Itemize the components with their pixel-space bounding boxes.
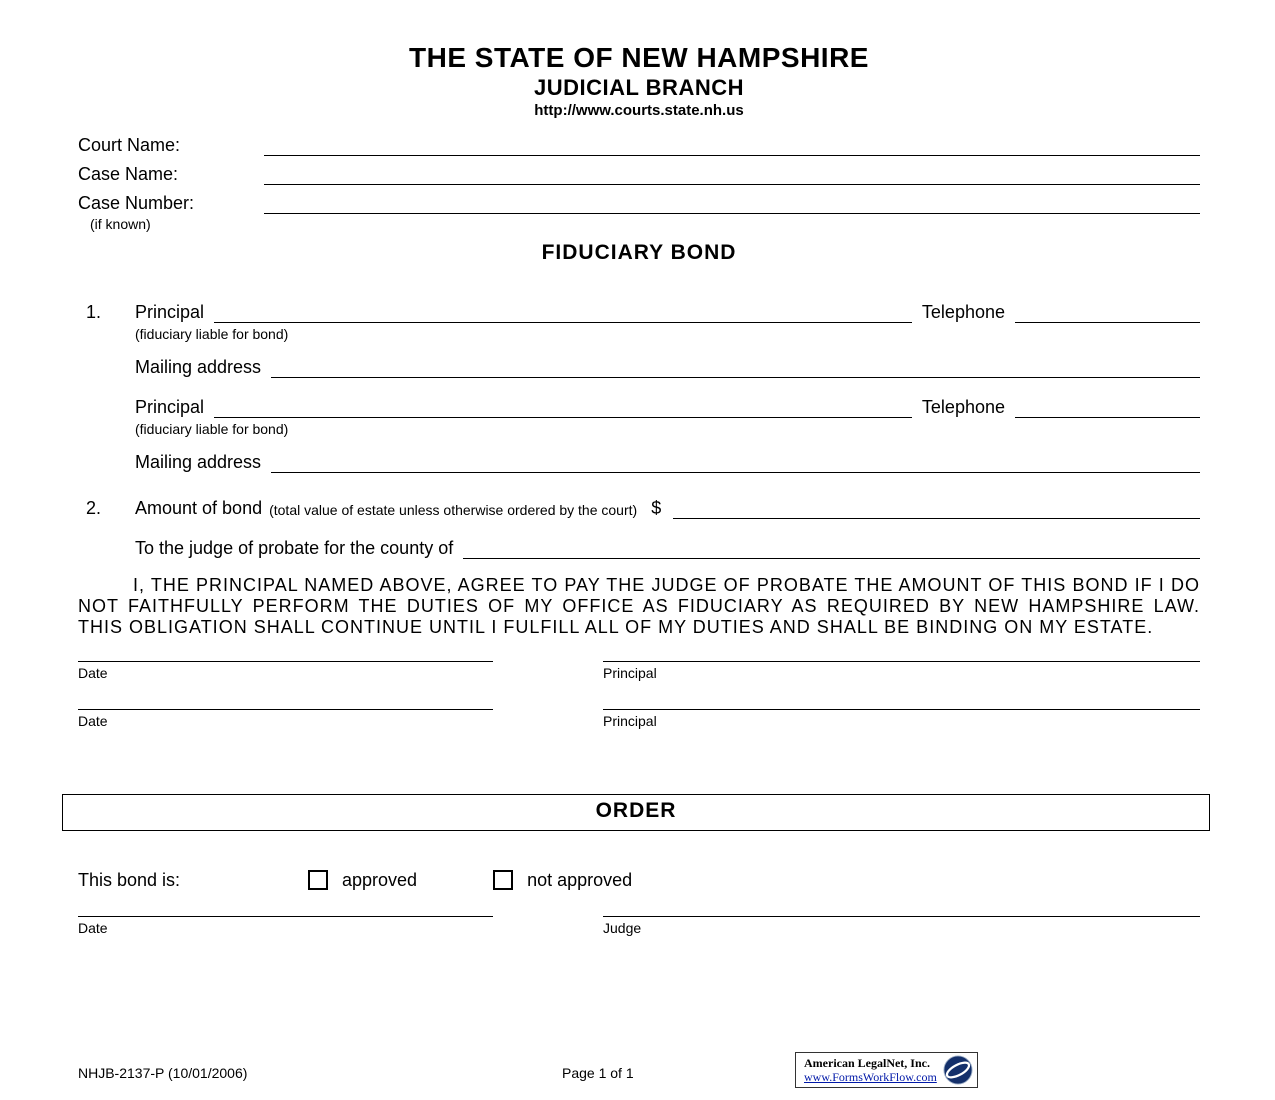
principal-signature-line-2[interactable] bbox=[603, 708, 1200, 710]
date-signature-line-1[interactable] bbox=[78, 660, 493, 662]
principal-row-2 bbox=[135, 396, 1200, 418]
fiduciary-note-2: (fiduciary liable for bond) bbox=[135, 421, 289, 437]
amount-input-line[interactable] bbox=[673, 517, 1200, 519]
court-website-url: http://www.courts.state.nh.us bbox=[534, 102, 744, 119]
mailing-address-input-line-2[interactable] bbox=[271, 471, 1200, 473]
date-label-1: Date bbox=[78, 665, 108, 681]
form-number: NHJB-2137-P (10/01/2006) bbox=[78, 1065, 248, 1081]
county-input-line[interactable] bbox=[463, 557, 1200, 559]
principal-label: Principal bbox=[135, 302, 205, 322]
dollar-sign: $ bbox=[651, 498, 662, 518]
case-number-input-line[interactable] bbox=[264, 212, 1200, 214]
case-name-row bbox=[78, 163, 1200, 185]
date-signature-line-2[interactable] bbox=[78, 708, 493, 710]
case-number-row bbox=[78, 192, 1200, 214]
not-approved-checkbox[interactable] bbox=[493, 870, 513, 890]
court-name-row bbox=[78, 134, 1200, 156]
not-approved-label: not approved bbox=[527, 869, 633, 890]
if-known-note: (if known) bbox=[90, 216, 151, 232]
principal-row-1 bbox=[135, 301, 1200, 323]
mailing-address-row-2 bbox=[135, 451, 1200, 473]
telephone-label: Telephone bbox=[921, 302, 1005, 322]
amount-of-bond-row bbox=[135, 497, 1200, 519]
agreement-paragraph: I, THE PRINCIPAL NAMED ABOVE, AGREE TO PAY THE JUDGE OF PROBATE THE AMOUNT OF THIS BOND IF I DO NOT FAITHFULLY PERFORM THE DUTIES OF MY OFFICE AS FIDUCIARY AS REQUIRED BY NEW HAMPSHIRE LAW. THIS OBLIGATION SHALL CONTINUE UNTIL I FULFILL ALL OF MY DUTIES AND SHALL BE BINDING ON MY ESTATE. bbox=[78, 575, 1200, 637]
telephone-input-line-1[interactable] bbox=[1015, 321, 1200, 323]
date-signature-block-1 bbox=[78, 660, 493, 682]
globe-icon bbox=[943, 1055, 973, 1085]
principal-signature-block-1 bbox=[603, 660, 1200, 682]
court-name-label: Court Name: bbox=[78, 135, 181, 155]
judge-of-probate-label: To the judge of probate for the county of bbox=[135, 538, 454, 558]
amount-of-bond-note: (total value of estate unless otherwise ordered by the court) bbox=[269, 502, 638, 518]
page-number: Page 1 of 1 bbox=[562, 1065, 634, 1081]
principal-label: Principal bbox=[135, 397, 205, 417]
legalnet-stamp bbox=[795, 1052, 978, 1088]
item-2-number: 2. bbox=[86, 498, 102, 518]
principal-signature-line-1[interactable] bbox=[603, 660, 1200, 662]
document-header bbox=[78, 0, 1200, 120]
order-section-header bbox=[62, 794, 1210, 831]
principal-block-1 bbox=[135, 301, 1200, 378]
approved-label: approved bbox=[342, 869, 418, 890]
telephone-input-line-2[interactable] bbox=[1015, 416, 1200, 418]
judge-signature-line[interactable] bbox=[603, 915, 1200, 917]
judicial-branch-subtitle: JUDICIAL BRANCH bbox=[534, 75, 744, 100]
court-name-input-line[interactable] bbox=[264, 154, 1200, 156]
principal-input-line-2[interactable] bbox=[214, 416, 912, 418]
signature-row-1 bbox=[78, 660, 1200, 682]
order-title: ORDER bbox=[595, 799, 677, 822]
principal-signature-label-2: Principal bbox=[603, 713, 657, 729]
mailing-address-row-1 bbox=[135, 356, 1200, 378]
state-title: THE STATE OF NEW HAMPSHIRE bbox=[409, 42, 869, 73]
case-number-label: Case Number: bbox=[78, 193, 195, 213]
signature-row-2 bbox=[78, 708, 1200, 730]
mailing-address-label: Mailing address bbox=[135, 452, 262, 472]
case-name-input-line[interactable] bbox=[264, 183, 1200, 185]
legalnet-url-link[interactable]: www.FormsWorkFlow.com bbox=[804, 1070, 937, 1084]
legalnet-name: American LegalNet, Inc. bbox=[804, 1056, 930, 1070]
order-date-block bbox=[78, 915, 493, 937]
court-info-section bbox=[78, 134, 1200, 232]
order-date-label: Date bbox=[78, 920, 108, 936]
telephone-label: Telephone bbox=[921, 397, 1005, 417]
mailing-address-label: Mailing address bbox=[135, 357, 262, 377]
county-row bbox=[135, 537, 1200, 559]
judge-signature-block bbox=[603, 915, 1200, 937]
fiduciary-note-1: (fiduciary liable for bond) bbox=[135, 326, 289, 342]
amount-of-bond-label: Amount of bond bbox=[135, 498, 263, 518]
bond-status-row bbox=[78, 869, 1200, 891]
date-label-2: Date bbox=[78, 713, 108, 729]
item-2 bbox=[78, 497, 1200, 559]
principal-signature-block-2 bbox=[603, 708, 1200, 730]
order-date-line[interactable] bbox=[78, 915, 493, 917]
order-signature-row bbox=[78, 915, 1200, 937]
judge-label: Judge bbox=[603, 920, 642, 936]
form-title: FIDUCIARY BOND bbox=[541, 241, 737, 264]
legalnet-text bbox=[804, 1056, 937, 1084]
item-1-number: 1. bbox=[86, 302, 102, 322]
footer bbox=[78, 1052, 1210, 1090]
bond-status-label: This bond is: bbox=[78, 870, 181, 890]
principal-signature-label-1: Principal bbox=[603, 665, 657, 681]
approved-checkbox[interactable] bbox=[308, 870, 328, 890]
principal-input-line-1[interactable] bbox=[214, 321, 912, 323]
item-1-body bbox=[135, 301, 1200, 473]
item-1 bbox=[78, 301, 1200, 473]
principal-block-2 bbox=[135, 396, 1200, 473]
case-name-label: Case Name: bbox=[78, 164, 179, 184]
mailing-address-input-line-1[interactable] bbox=[271, 376, 1200, 378]
date-signature-block-2 bbox=[78, 708, 493, 730]
item-2-body bbox=[135, 497, 1200, 559]
